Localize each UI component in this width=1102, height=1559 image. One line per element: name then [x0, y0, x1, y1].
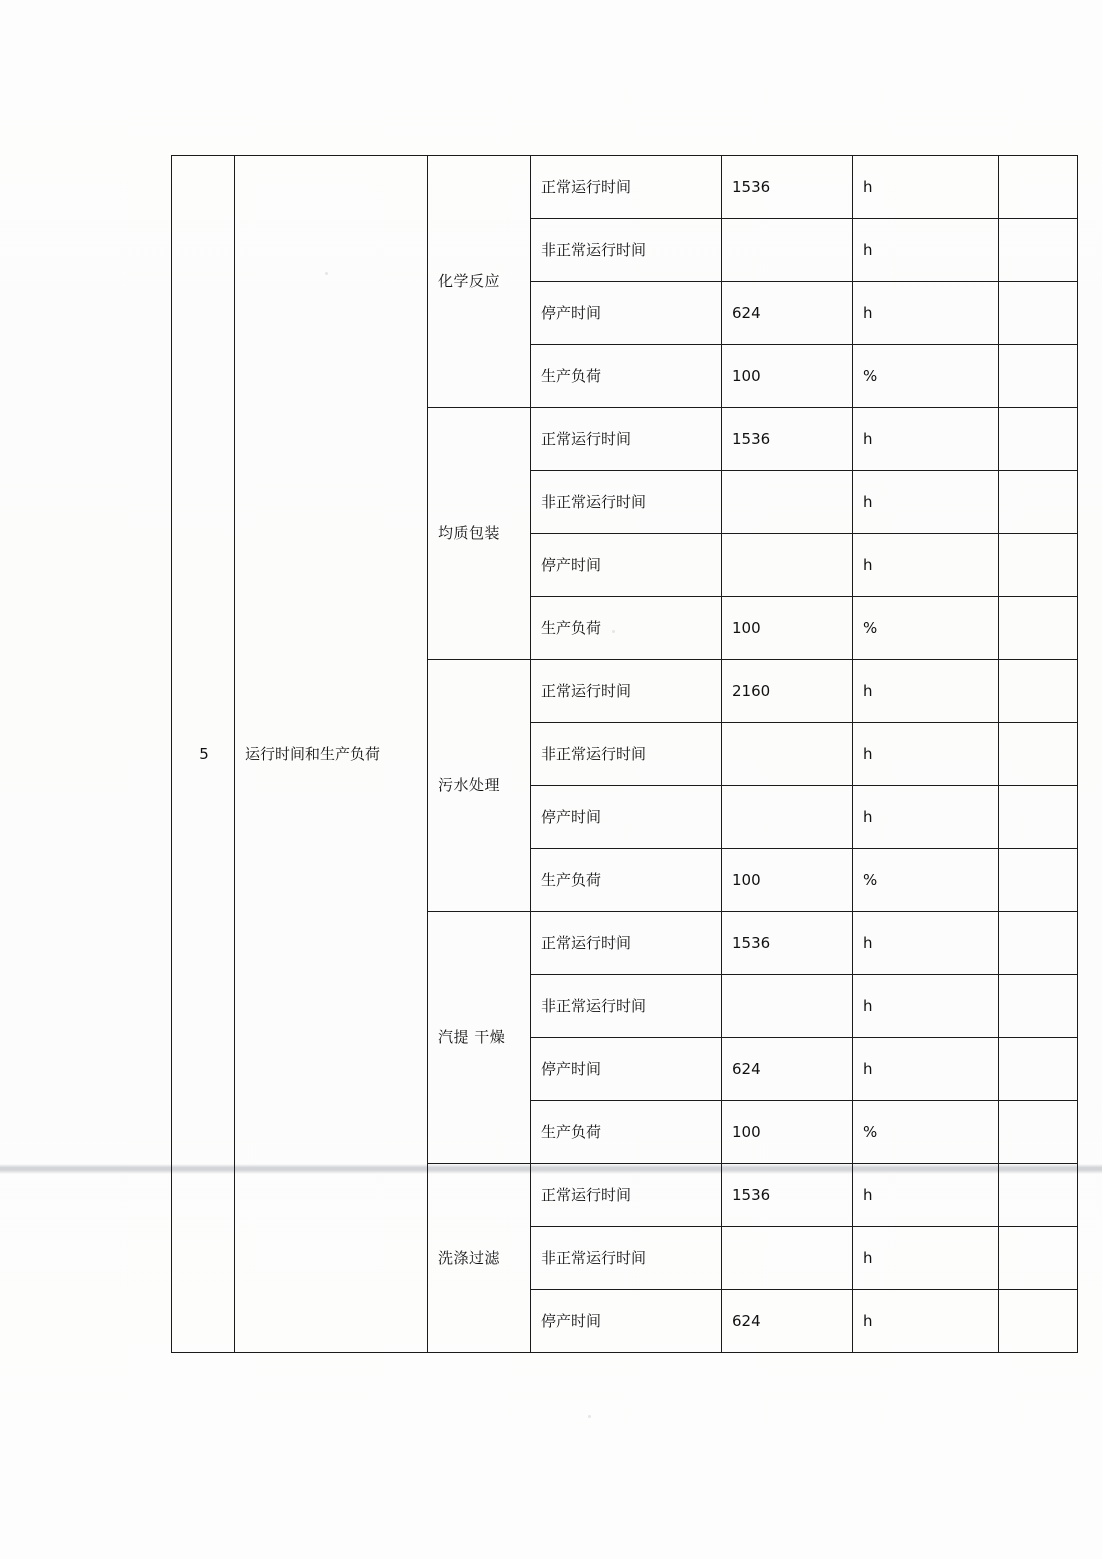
- table: [171, 155, 1078, 1353]
- item-remark: [999, 723, 1078, 786]
- item-unit: h: [853, 1290, 999, 1353]
- item-remark: [999, 660, 1078, 723]
- process-cell-chemical-reaction: [428, 156, 531, 408]
- process-cell-homogenizing-packaging: [428, 408, 531, 660]
- item-label: 生产负荷: [531, 849, 722, 912]
- item-remark: [999, 1101, 1078, 1164]
- item-value: 2160: [722, 660, 853, 723]
- item-unit: h: [853, 1164, 999, 1227]
- scan-speck: [588, 1415, 591, 1418]
- item-unit: h: [853, 156, 999, 219]
- item-unit: h: [853, 282, 999, 345]
- item-remark: [999, 345, 1078, 408]
- process-label: 污水处理: [438, 776, 501, 795]
- item-value: 100: [722, 345, 853, 408]
- item-label: 停产时间: [531, 786, 722, 849]
- item-unit: %: [853, 345, 999, 408]
- item-remark: [999, 912, 1078, 975]
- item-label: 停产时间: [531, 282, 722, 345]
- item-unit: h: [853, 1227, 999, 1290]
- item-unit: h: [853, 975, 999, 1038]
- process-label: 化学反应: [438, 272, 501, 291]
- item-value: 100: [722, 849, 853, 912]
- item-unit: h: [853, 219, 999, 282]
- item-value: [722, 975, 853, 1038]
- item-value: 624: [722, 1038, 853, 1101]
- item-value: [722, 786, 853, 849]
- item-label: 非正常运行时间: [531, 1227, 722, 1290]
- item-remark: [999, 219, 1078, 282]
- item-value: [722, 723, 853, 786]
- process-cell-washing-filtering: [428, 1164, 531, 1353]
- item-value: 100: [722, 1101, 853, 1164]
- item-value: [722, 534, 853, 597]
- process-cell-stripping-drying: [428, 912, 531, 1164]
- item-value: 624: [722, 1290, 853, 1353]
- item-value: 624: [722, 282, 853, 345]
- item-unit: h: [853, 660, 999, 723]
- table-row: [172, 156, 1078, 219]
- item-remark: [999, 1290, 1078, 1353]
- item-value: 1536: [722, 912, 853, 975]
- item-value: 1536: [722, 156, 853, 219]
- item-label: 停产时间: [531, 1290, 722, 1353]
- item-label: 停产时间: [531, 534, 722, 597]
- item-remark: [999, 597, 1078, 660]
- item-label: 非正常运行时间: [531, 219, 722, 282]
- item-label: 正常运行时间: [531, 408, 722, 471]
- item-unit: h: [853, 786, 999, 849]
- item-value: 1536: [722, 1164, 853, 1227]
- process-label: 汽提 干燥: [438, 1028, 506, 1047]
- item-unit: %: [853, 1101, 999, 1164]
- process-label: 洗涤过滤: [438, 1248, 501, 1267]
- item-unit: h: [853, 471, 999, 534]
- item-label: 生产负荷: [531, 345, 722, 408]
- item-label: 停产时间: [531, 1038, 722, 1101]
- process-cell-wastewater-treatment: [428, 660, 531, 912]
- item-value: 100: [722, 597, 853, 660]
- item-remark: [999, 1164, 1078, 1227]
- row-number-cell: [172, 156, 235, 1353]
- item-unit: h: [853, 723, 999, 786]
- item-unit: %: [853, 597, 999, 660]
- item-unit: h: [853, 534, 999, 597]
- item-label: 正常运行时间: [531, 156, 722, 219]
- item-remark: [999, 849, 1078, 912]
- item-value: [722, 1227, 853, 1290]
- operating-time-and-load-table: [171, 155, 944, 1353]
- item-remark: [999, 1227, 1078, 1290]
- process-label: 均质包装: [438, 524, 501, 543]
- item-remark: [999, 534, 1078, 597]
- item-label: 正常运行时间: [531, 660, 722, 723]
- item-remark: [999, 156, 1078, 219]
- category-cell: [235, 156, 428, 1353]
- item-label: 正常运行时间: [531, 1164, 722, 1227]
- item-label: 生产负荷: [531, 1101, 722, 1164]
- item-value: [722, 219, 853, 282]
- category-label: 运行时间和生产负荷: [245, 744, 381, 763]
- item-label: 非正常运行时间: [531, 471, 722, 534]
- item-unit: h: [853, 912, 999, 975]
- row-number: 5: [199, 744, 209, 763]
- item-remark: [999, 786, 1078, 849]
- item-value: 1536: [722, 408, 853, 471]
- item-label: 正常运行时间: [531, 912, 722, 975]
- item-value: [722, 471, 853, 534]
- item-label: 非正常运行时间: [531, 723, 722, 786]
- item-label: 非正常运行时间: [531, 975, 722, 1038]
- item-remark: [999, 408, 1078, 471]
- item-remark: [999, 975, 1078, 1038]
- item-unit: %: [853, 849, 999, 912]
- item-remark: [999, 282, 1078, 345]
- item-label: 生产负荷: [531, 597, 722, 660]
- item-unit: h: [853, 408, 999, 471]
- item-remark: [999, 471, 1078, 534]
- item-remark: [999, 1038, 1078, 1101]
- item-unit: h: [853, 1038, 999, 1101]
